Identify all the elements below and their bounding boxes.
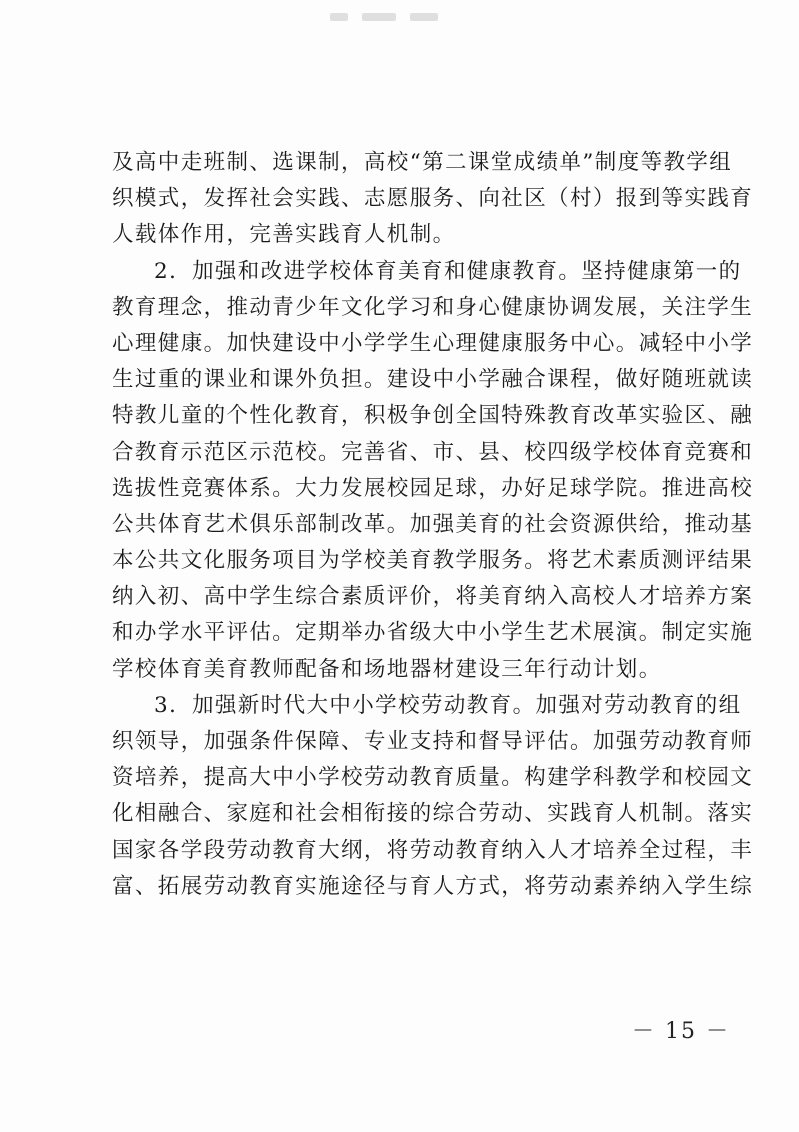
body-text	[112, 145, 754, 905]
text-line: 本公共文化服务项目为学校美育教学服务。将艺术素质测评结果	[112, 548, 754, 574]
section-heading-line: 3．加强新时代大中小学校劳动教育。加强对劳动教育的组	[154, 692, 742, 718]
text-line: 富、拓展劳动教育实施途径与育人方式，将劳动素养纳入学生综	[112, 873, 754, 899]
text-line: 国家各学段劳动教育大纲，将劳动教育纳入人才培养全过程，丰	[112, 837, 754, 863]
text-line: 教育理念，推动青少年文化学习和身心健康协调发展，关注学生	[112, 294, 754, 320]
text-line: 选拔性竞赛体系。大力发展校园足球，办好足球学院。推进高校	[112, 475, 754, 501]
text-line: 心理健康。加快建设中小学学生心理健康服务中心。减轻中小学	[112, 330, 754, 356]
text-line: 特教儿童的个性化教育，积极争创全国特殊教育改革实验区、融	[112, 403, 754, 429]
page-number: － 15 －	[632, 1019, 730, 1044]
text-line: 人载体作用，完善实践育人机制。	[112, 222, 456, 248]
text-line: 和办学水平评估。定期举办省级大中小学生艺术展演。制定实施	[112, 620, 754, 646]
text-line: 学校体育美育教师配备和场地器材建设三年行动计划。	[112, 656, 662, 682]
text-line: 合教育示范区示范校。完善省、市、县、校四级学校体育竞赛和	[112, 439, 754, 465]
scan-artifact	[330, 6, 480, 20]
text-line: 资培养，提高大中小学校劳动教育质量。构建学科教学和校园文	[112, 765, 754, 791]
text-line: 化相融合、家庭和社会相衔接的综合劳动、实践育人机制。落实	[112, 801, 754, 827]
text-line: 生过重的课业和课外负担。建设中小学融合课程，做好随班就读	[112, 367, 754, 393]
text-line: 纳入初、高中学生综合素质评价，将美育纳入高校人才培养方案	[112, 584, 754, 610]
text-line: 织领导，加强条件保障、专业支持和督导评估。加强劳动教育师	[112, 729, 754, 754]
section-heading-line: 2．加强和改进学校体育美育和健康教育。坚持健康第一的	[154, 258, 742, 284]
text-line: 公共体育艺术俱乐部制改革。加强美育的社会资源供给，推动基	[112, 511, 754, 537]
text-line: 织模式，发挥社会实践、志愿服务、向社区（村）报到等实践育	[112, 186, 754, 212]
text-line: 及高中走班制、选课制，高校“第二课堂成绩单”制度等教学组	[112, 150, 733, 175]
